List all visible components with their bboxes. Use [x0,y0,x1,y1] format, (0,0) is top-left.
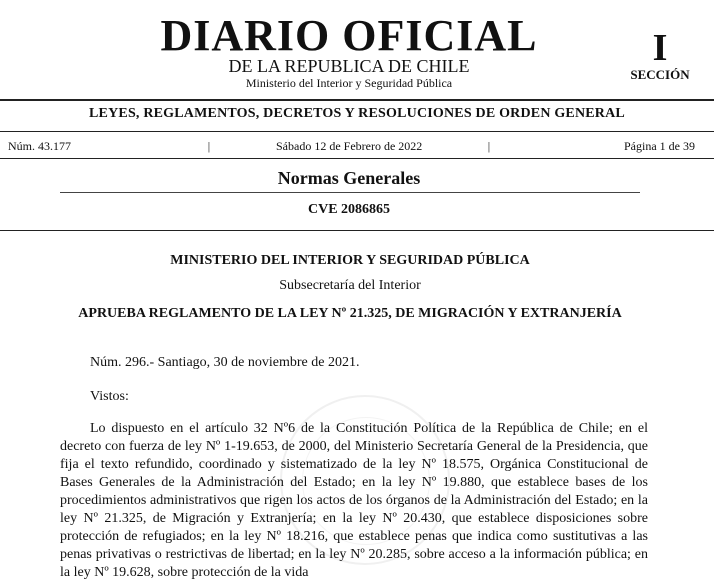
vistos-paragraph: Lo dispuesto en el artículo 32 Nº6 de la Constitución Política de la República de Chile; en el decreto con fuerza de ley Nº 1-19.653, de 2000, del Ministerio Secretaría General de la Presidencia, que fija el texto refundido, coordinado y sistematizado de la ley Nº 18.575, Orgánica Constitucional de Bases Generales de la Administración del Estado; en la ley Nº 19.880, que establece bases de los procedimientos administrativos que rigen los actos de los órganos de la Administración del Estado; en la ley Nº 21.325, de Migración y Extranjería; en la ley Nº 20.430, que establece disposiciones sobre protección de refugiados; en la ley Nº 18.216, que establece penas que indica como sustitutivas a las penas privativas o restrictivas de libertad; en la ley Nº 20.285, sobre acceso a la información pública; en la ley Nº 19.628, sobre protección de la vida [60,421,648,580]
masthead-ministry: Ministerio del Interior y Seguridad Pública [245,76,453,90]
newspaper-subtitle: DE LA REPUBLICA DE CHILE [228,56,470,76]
decree-title: APRUEBA REGLAMENTO DE LA LEY Nº 21.325, DE MIGRACIÓN Y EXTRANJERÍA [78,306,622,321]
issue-number: Núm. 43.177 [8,139,71,153]
separator: | [207,139,211,153]
section-rule [60,192,640,193]
subsecretaria: Subsecretaría del Interior [279,278,421,293]
issue-info-bar [0,138,714,154]
masthead [0,0,714,95]
banner-rule [0,131,714,132]
info-rule [0,158,714,159]
cve-rule [0,230,714,231]
section-label: SECCIÓN [630,67,690,82]
section-heading: Normas Generales [277,168,421,188]
section-number: I [652,27,668,69]
newspaper-title: DIARIO OFICIAL [160,11,538,60]
separator: | [487,139,491,153]
cve-code: CVE 2086865 [307,202,391,217]
issue-date: Sábado 12 de Febrero de 2022 [276,139,423,153]
ministry-heading: MINISTERIO DEL INTERIOR Y SEGURIDAD PÚBLICA [170,253,530,268]
top-rule [0,99,714,101]
decree-number-line: Núm. 296.- Santiago, 30 de noviembre de 2021. [90,355,360,370]
page-indicator: Página 1 de 39 [624,139,695,153]
laws-banner: LEYES, REGLAMENTOS, DECRETOS Y RESOLUCIONES DE ORDEN GENERAL [89,106,625,121]
vistos-heading: Vistos: [90,389,129,404]
